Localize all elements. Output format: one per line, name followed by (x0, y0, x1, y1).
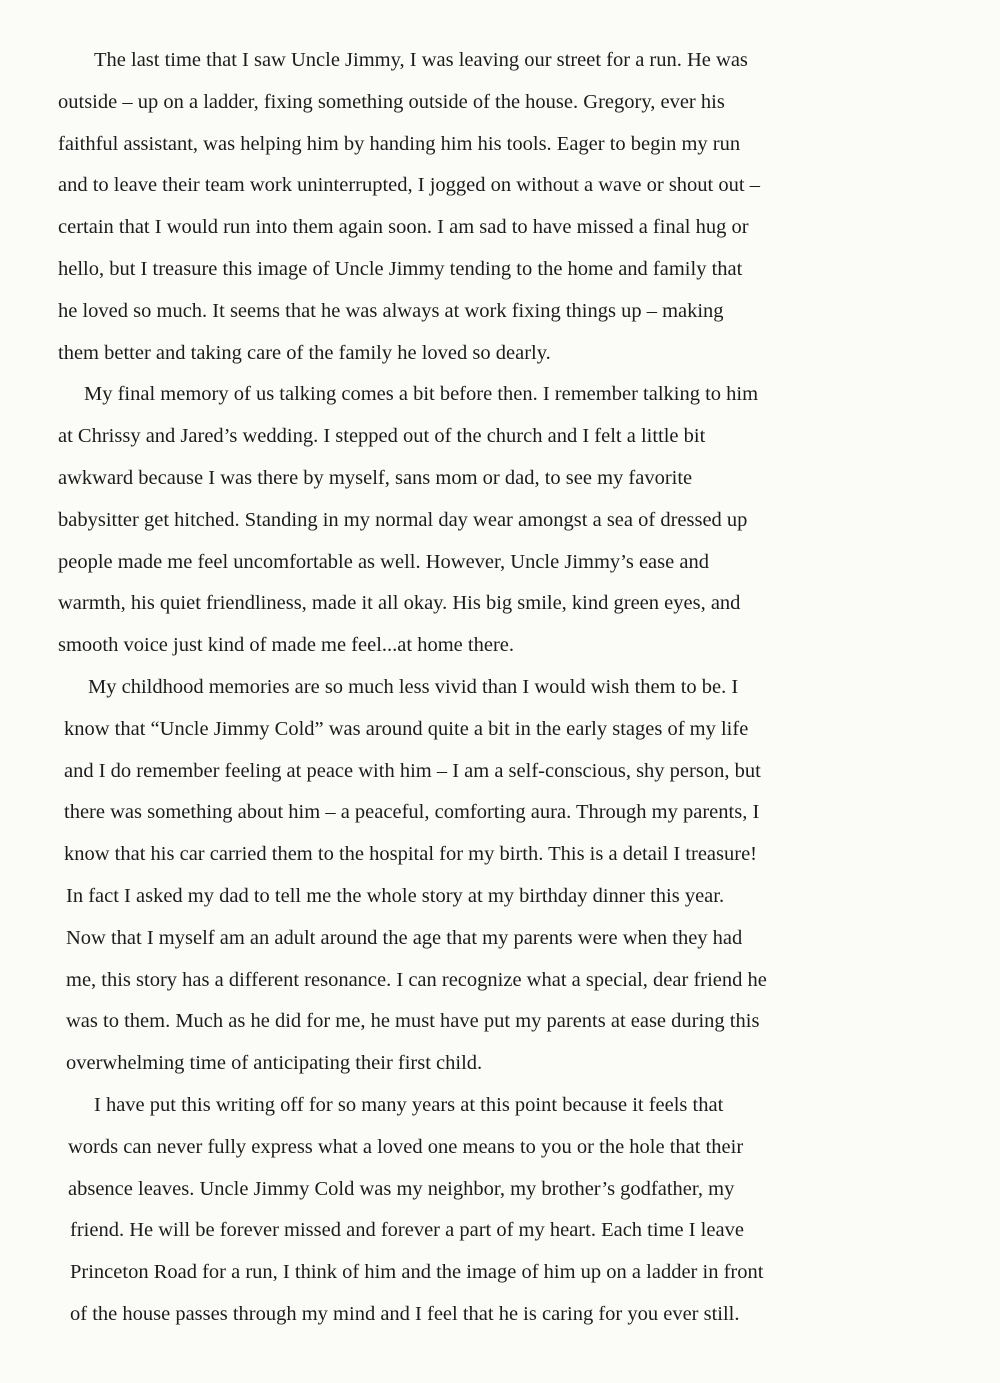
paragraph-4-line-4: friend. He will be forever missed and forever a part of my heart. Each time I leave (70, 1219, 744, 1242)
paragraph-4-line-6: of the house passes through my mind and I feel that he is caring for you ever still. (70, 1302, 740, 1325)
paragraph-2-line-1: My final memory of us talking comes a bit before then. I remember talking to him (84, 383, 759, 406)
paragraph-4-line-2: words can never fully express what a loved one means to you or the hole that their (68, 1135, 744, 1158)
paragraph-4-line-1: I have put this writing off for so many years at this point because it feels that (94, 1093, 724, 1116)
paragraph-1-line-3: faithful assistant, was helping him by handing him his tools. Eager to begin my run (58, 132, 741, 155)
paragraph-3-line-5: know that his car carried them to the hospital for my birth. This is a detail I treasure! (64, 843, 758, 866)
paragraph-1-line-4: and to leave their team work uninterrupted, I jogged on without a wave or shout out – (58, 174, 760, 197)
paragraph-4-line-5: Princeton Road for a run, I think of him and the image of him up on a ladder in front (70, 1261, 764, 1284)
paragraph-1-line-1: The last time that I saw Uncle Jimmy, I was leaving our street for a run. He was (94, 49, 748, 71)
paragraph-1-line-6: hello, but I treasure this image of Uncle Jimmy tending to the home and family that (58, 257, 743, 280)
paragraph-2-line-7: smooth voice just kind of made me feel...at home there. (58, 634, 514, 657)
paragraph-1-line-2: outside – up on a ladder, fixing something outside of the house. Gregory, ever his (58, 90, 725, 113)
paragraph-3-line-1: My childhood memories are so much less vivid than I would wish them to be. I (88, 675, 739, 698)
paragraph-3-line-3: and I do remember feeling at peace with him – I am a self-conscious, shy person, but (64, 759, 761, 782)
paragraph-3-line-7: Now that I myself am an adult around the age that my parents were when they had (66, 926, 743, 949)
paragraph-2-line-3: awkward because I was there by myself, sans mom or dad, to see my favorite (58, 466, 693, 489)
paragraph-3-line-2: know that “Uncle Jimmy Cold” was around quite a bit in the early stages of my life (64, 717, 749, 740)
paragraph-2-line-2: at Chrissy and Jared’s wedding. I stepped out of the church and I felt a little bit (58, 425, 706, 448)
letter-body (58, 40, 948, 1336)
paragraph-3-line-6: In fact I asked my dad to tell me the whole story at my birthday dinner this year. (66, 884, 725, 907)
paragraph-2-line-5: people made me feel uncomfortable as well. However, Uncle Jimmy’s ease and (58, 550, 709, 573)
paragraph-1-line-8: them better and taking care of the family he loved so dearly. (58, 341, 551, 364)
paragraph-3-line-8: me, this story has a different resonance. I can recognize what a special, dear friend he (66, 968, 767, 991)
paragraph-1-line-7: he loved so much. It seems that he was always at work fixing things up – making (58, 299, 724, 322)
paragraph-2-line-6: warmth, his quiet friendliness, made it all okay. His big smile, kind green eyes, and (58, 592, 741, 615)
paragraph-2-line-4: babysitter get hitched. Standing in my normal day wear amongst a sea of dressed up (58, 508, 748, 531)
paragraph-3-line-10: overwhelming time of anticipating their first child. (66, 1052, 483, 1075)
paragraph-3-line-9: was to them. Much as he did for me, he must have put my parents at ease during this (66, 1010, 760, 1033)
paragraph-4-line-3: absence leaves. Uncle Jimmy Cold was my neighbor, my brother’s godfather, my (68, 1177, 735, 1200)
paragraph-3-line-4: there was something about him – a peaceful, comforting aura. Through my parents, I (64, 801, 760, 824)
paragraph-1-line-5: certain that I would run into them again soon. I am sad to have missed a final hug or (58, 216, 749, 239)
